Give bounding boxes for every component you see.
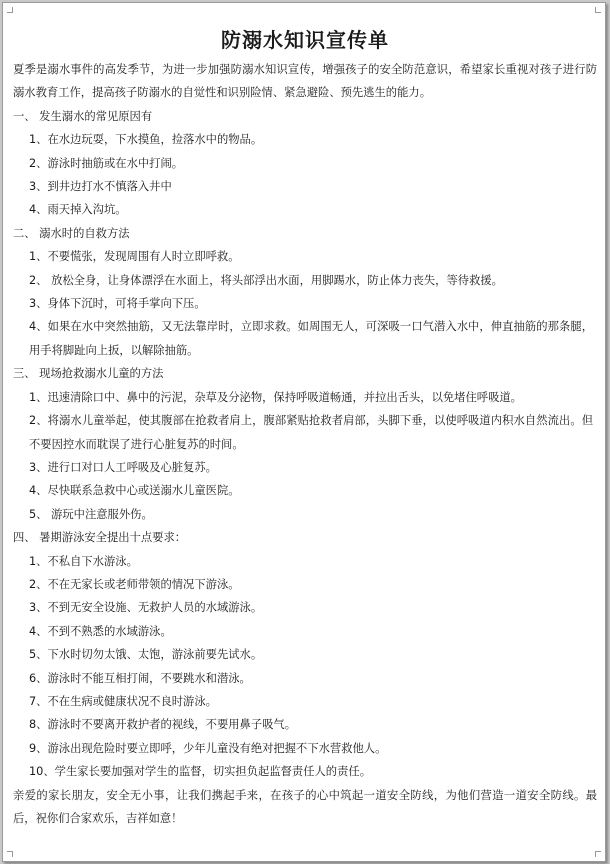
- list-item: 4、如果在水中突然抽筋，又无法靠岸时，立即求救。如周围无人，可深吸一口气潜入水中，伸直抽筋的那条腿，用手将脚趾向上扳，以解除抽筋。: [29, 320, 593, 357]
- list-item: 5、 游玩中注意服外伤。: [29, 507, 153, 521]
- crop-mark-bottom-right: [595, 851, 601, 857]
- list-item: 3、身体下沉时，可将手掌向下压。: [29, 297, 206, 311]
- list-item: 3、不到无安全设施、无救护人员的水域游泳。: [29, 601, 263, 615]
- closing-paragraph: 亲爱的家长朋友，安全无小事，让我们携起手来，在孩子的心中筑起一道安全防线，为他们营造一道安全防线。最后，祝你们合家欢乐，吉祥如意！: [13, 788, 597, 825]
- document-body: [13, 25, 597, 830]
- list-item: 6、游泳时不能互相打闹，不要跳水和潜泳。: [29, 671, 251, 685]
- list-item: 1、迅速清除口中、鼻中的污泥，杂草及分泌物，保持呼吸道畅通，并拉出舌头，以免堵住呼吸道。: [29, 390, 522, 404]
- document-page: [2, 2, 606, 862]
- list-item: 3、进行口对口人工呼吸及心脏复苏。: [29, 460, 217, 474]
- list-item: 5、下水时切勿太饿、太饱，游泳前要先试水。: [29, 648, 263, 662]
- crop-mark-top-left: [7, 7, 13, 13]
- list-item: 9、游泳出现危险时要立即呼，少年儿童没有绝对把握不下水营救他人。: [29, 741, 387, 755]
- list-item: 3、到井边打水不慎落入井中: [29, 180, 172, 194]
- intro-paragraph: 夏季是溺水事件的高发季节，为进一步加强防溺水知识宣传，增强孩子的安全防范意识，希望家长重视对孩子进行防溺水教育工作，提高孩子防溺水的自觉性和识别险情、紧急避险、预先逃生的能力。: [13, 63, 597, 100]
- section-heading: 三、 现场抢救溺水儿童的方法: [13, 367, 164, 381]
- list-item: 4、雨天掉入沟坑。: [29, 203, 127, 217]
- section-heading: 一、 发生溺水的常见原因有: [13, 109, 153, 123]
- list-item: 8、游泳时不要离开救护者的视线，不要用鼻子吸气。: [29, 718, 297, 732]
- list-item: 2、不在无家长或老师带领的情况下游泳。: [29, 577, 240, 591]
- list-item: 2、将溺水儿童举起，使其腹部在抢救者肩上，腹部紧贴抢救者肩部，头脚下垂，以使呼吸道内积水自然流出。但不要因控水而耽误了进行心脏复苏的时间。: [29, 414, 593, 451]
- list-item: 1、不要慌张，发现周围有人时立即呼救。: [29, 250, 240, 264]
- list-item: 1、在水边玩耍，下水摸鱼，捡落水中的物品。: [29, 133, 263, 147]
- document-title: 防溺水知识宣传单: [221, 28, 389, 52]
- list-item: 2、游泳时抽筋或在水中打闹。: [29, 156, 184, 170]
- section-heading: 二、 溺水时的自救方法: [13, 226, 130, 240]
- section-heading: 四、 暑期游泳安全提出十点要求：: [13, 531, 187, 545]
- list-item: 2、 放松全身，让身体漂浮在水面上，将头部浮出水面，用脚踢水，防止体力丧失，等待救援。: [29, 273, 503, 287]
- crop-mark-top-right: [595, 7, 601, 13]
- list-item: 1、不私自下水游泳。: [29, 554, 138, 568]
- list-item: 4、尽快联系急救中心或送溺水儿童医院。: [29, 484, 240, 498]
- list-item: 4、不到不熟悉的水域游泳。: [29, 624, 172, 638]
- list-item: 10、学生家长要加强对学生的监督，切实担负起监督责任人的责任。: [29, 765, 371, 779]
- list-item: 7、不在生病或健康状况不良时游泳。: [29, 694, 217, 708]
- crop-mark-bottom-left: [7, 851, 13, 857]
